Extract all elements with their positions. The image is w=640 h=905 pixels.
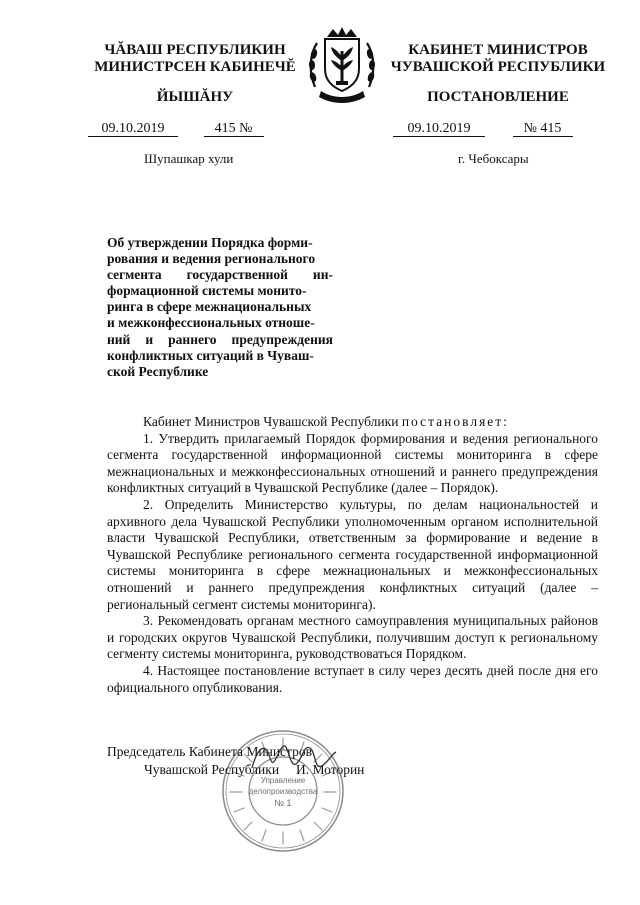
intro-spaced-verb: постановляет: xyxy=(401,414,509,429)
title-line: сегмента государственной ин- xyxy=(107,267,333,283)
signatory-name: И. Моторин xyxy=(296,762,365,777)
title-line: формационной системы монито- xyxy=(107,283,307,299)
header-left-chuvash xyxy=(90,42,300,76)
title-line: и межконфессиональных отноше- xyxy=(107,315,315,331)
intro-paragraph xyxy=(107,414,598,431)
title-line: ской Республике xyxy=(107,363,209,379)
left-number: 415 № xyxy=(204,121,264,137)
header-right-line-2: ЧУВАШСКОЙ РЕСПУБЛИКИ xyxy=(390,59,606,75)
stamp-line-2: делопроизводства xyxy=(248,787,318,796)
title-line: рования и ведения регионального xyxy=(107,251,316,267)
meta-left xyxy=(88,121,264,137)
header-left-line-2: МИНИСТРСЕН КАБИНЕЧĔ xyxy=(94,59,296,75)
signature-position-line-1: Председатель Кабинета Министров xyxy=(107,744,312,759)
doc-type-left: ЙЫШĂНУ xyxy=(156,89,234,105)
title-line: конфликтных ситуаций в Чуваш- xyxy=(107,347,314,363)
header-right-line-1: КАБИНЕТ МИНИСТРОВ xyxy=(408,42,588,58)
header-left-line-1: ЧĂВАШ РЕСПУБЛИКИН xyxy=(104,42,286,58)
document-title xyxy=(107,235,333,380)
document-body xyxy=(107,414,598,696)
header-right-russian xyxy=(382,42,614,76)
stamp-line-3: № 1 xyxy=(274,798,292,808)
stamp-line-1: Управление xyxy=(260,776,306,785)
place-left: Шупашкар хули xyxy=(144,151,234,166)
chuvash-republic-emblem-icon xyxy=(303,25,381,107)
handwritten-signature xyxy=(248,738,338,778)
paragraph-2: 2. Определить Министерство культуры, по делам национальностей и архивного дела Чувашской Республики уполномоченным органом исполнительной власти Чувашской Республики, ответственным за формирование и ведение в Чувашской Республике регионального сегмента государственной информационной системы мониторинга в сфере межнациональных и межконфессиональных отношений и раннего предупреждения конфликтных ситуаций (далее – региональный сегмент системы мониторинга). xyxy=(107,496,598,612)
intro-text: Кабинет Министров Чувашской Республики xyxy=(143,414,399,429)
right-number: № 415 xyxy=(513,121,573,137)
title-line: Об утверждении Порядка форми- xyxy=(107,235,313,250)
paragraph-1: 1. Утвердить прилагаемый Порядок формирования и ведения регионального сегмента государственной информационной системы мониторинга в сфере межнациональных и межконфессиональных отношений и раннего предупреждения конфликтных ситуаций в Чувашской Республике (далее – Порядок). xyxy=(107,430,598,496)
right-date: 09.10.2019 xyxy=(393,121,485,137)
paragraph-3: 3. Рекомендовать органам местного самоуправления муниципальных районов и городских округов Чувашской Республики, получившим доступ к региональному сегменту системы мониторинга, руководствоваться Порядком. xyxy=(107,613,598,662)
title-line: ринга в сфере межнациональных xyxy=(107,299,312,315)
signature-position-line-2: Чувашской Республики xyxy=(144,762,280,777)
title-line: ний и раннего предупреждения xyxy=(107,331,333,347)
paragraph-4: 4. Настоящее постановление вступает в силу через десять дней после дня его официального опубликования. xyxy=(107,662,598,695)
doc-type-right: ПОСТАНОВЛЕНИЕ xyxy=(427,89,569,105)
place-right: г. Чебоксары xyxy=(458,151,529,166)
left-date: 09.10.2019 xyxy=(88,121,178,137)
meta-right xyxy=(393,121,573,137)
